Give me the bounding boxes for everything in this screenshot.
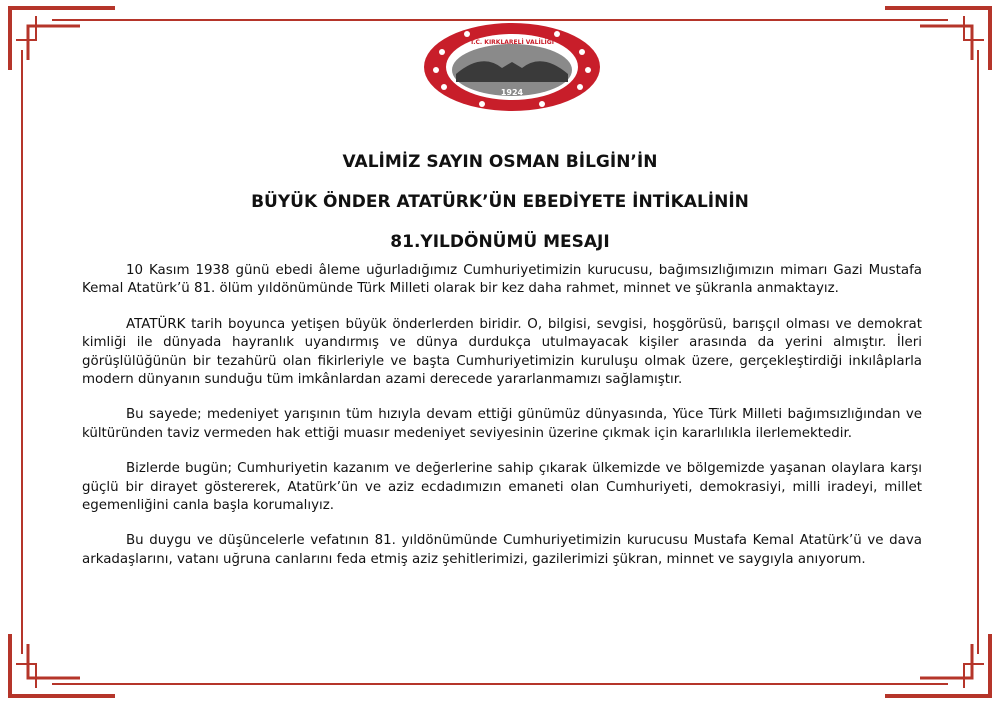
corner-ornament-bottom-left (10, 634, 115, 696)
message-body (82, 262, 922, 586)
paragraph-3: Bu sayede; medeniyet yarışının tüm hızıyla devam ettiği günümüz dünyasında, Yüce Türk Milleti bağımsızlığından ve kültüründen taviz vermeden hak ettiği muasır medeniyet seviyesinin üzerine çıkmak için kararlılıkla ilerlemektedir. (82, 407, 922, 441)
heading-line-1: VALİMİZ SAYIN OSMAN BİLGİN’İN (342, 152, 658, 172)
paragraph-5: Bu duygu ve düşüncelerle vefatının 81. yıldönümünde Cumhuriyetimizin kurucusu Mustafa Kemal Atatürk’ü ve dava arkadaşlarını, vatanı uğruna canlarını feda etmiş aziz şehitlerimizi, gazilerimizi şükran, minnet ve saygıyla anıyorum. (82, 533, 922, 567)
seal-top-text: T.C. KIRKLARELİ VALİLİĞİ (470, 39, 554, 46)
heading-block (60, 142, 940, 262)
corner-ornament-top-left (10, 8, 115, 70)
seal-year: 1924 (500, 88, 524, 97)
corner-ornament-top-right (885, 8, 990, 70)
paragraph-1: 10 Kasım 1938 günü ebedi âleme uğurladığımız Cumhuriyetimizin kurucusu, bağımsızlığımızın mimarı Gazi Mustafa Kemal Atatürk’ü 81. ölüm yıldönümünde Türk Milleti olarak bir kez daha rahmet, minnet ve şükranla anmaktayız. (82, 263, 922, 297)
kirklareli-governorship-seal (422, 22, 602, 112)
corner-ornament-bottom-right (885, 634, 990, 696)
heading-line-3: 81.YILDÖNÜMÜ MESAJI (390, 232, 610, 252)
heading-line-2: BÜYÜK ÖNDER ATATÜRK’ÜN EBEDİYETE İNTİKALİNİN (251, 192, 749, 212)
paragraph-4: Bizlerde bugün; Cumhuriyetin kazanım ve değerlerine sahip çıkarak ülkemizde ve bölgemizde yaşanan olaylara karşı güçlü bir dirayet göstererek, Atatürk’ün ve aziz ecdadımızın emaneti olan Cumhuriyeti, demokrasiyi, milli iradeyi, millet egemenliğini canla başla korumalıyız. (82, 461, 922, 514)
paragraph-2: ATATÜRK tarih boyunca yetişen büyük önderlerden biridir. O, bilgisi, sevgisi, hoşgörüsü, barışçıl olması ve demokrat kimliği ile dünyada hayranlık uyandırmış ve dünya durdukça utulmayacak kişiler arasında da yerini almıştır. İleri görüşlülüğünün bir tezahürü olan fikirleriyle ve başta Cumhuriyetimizin kuruluşu olmak üzere, gerçekleştirdiği inkılâplarla modern dünyanın sunduğu tüm imkânlardan azami derecede yararlanmamızı sağlamıştır. (82, 316, 922, 388)
